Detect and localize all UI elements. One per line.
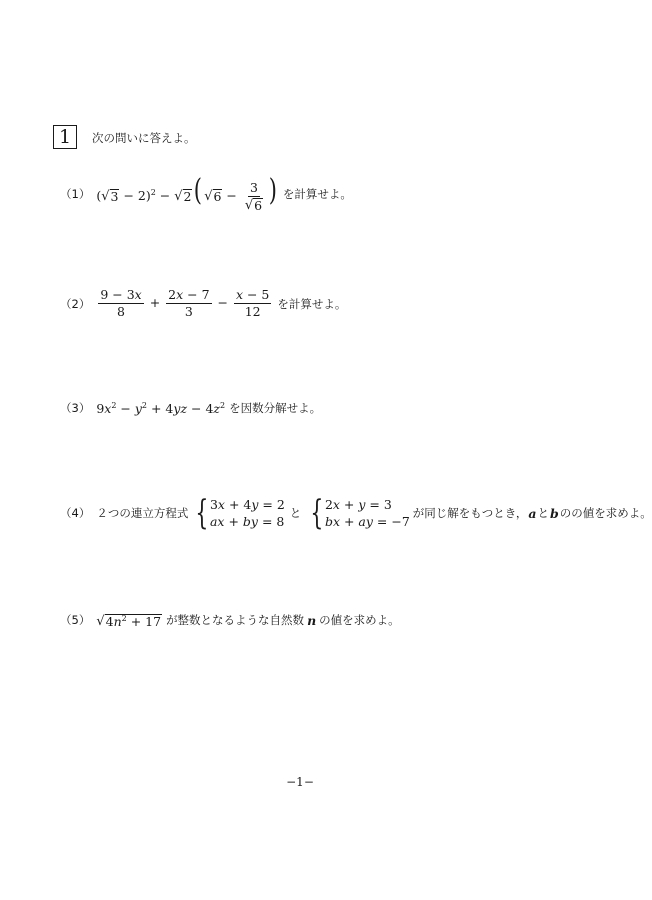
question-5: （5） √ $4n^2 + 17$ が整数となるような自然数 n の値を求めよ。 — [60, 612, 400, 629]
question-5-tail: が整数となるような自然数 — [166, 613, 305, 627]
question-5-label: （5） — [60, 613, 91, 627]
question-1-label: （1） — [60, 187, 91, 201]
question-3-label: （3） — [60, 401, 91, 415]
question-4-connector: と — [289, 506, 302, 520]
equation-system-1: { 3x + 4y = 2 ax + by = 8 — [195, 493, 285, 533]
problem-number-box: 1 — [53, 125, 77, 149]
question-2-tail: を計算せよ。 — [277, 296, 347, 311]
question-4-label: （4） — [60, 506, 91, 520]
question-1-tail: を計算せよ。 — [282, 187, 352, 201]
problem-instruction: 次の問いに答えよ。 — [92, 131, 196, 145]
question-4-tail: が同じ解をもつとき， — [412, 506, 528, 520]
equation-system-2: { 2x + y = 3 bx + ay = −7 — [310, 493, 410, 533]
question-3-expression: $9x^2 - y^2 + 4yz - 4z^2$ — [96, 400, 226, 416]
question-1-expression: ( √ 3 − 2)$^2$ − √ 2 ( √ 6 − 3 √ 6 ) — [96, 173, 278, 213]
question-4-lead: ２つの連立方程式 — [96, 506, 189, 520]
question-4: （4） ２つの連立方程式 { 3x + 4y = 2 ax + by = 8 と { 2x + y = 3 bx + ay = −7 が同じ解をもつとき， a と b の の値を求めよ。 — [60, 493, 652, 533]
question-2-expression: $\frac{9 - 3x}{8}$ + $\frac{2x - 7}{3}$ − $\frac{x - 5}{12}$ — [100, 287, 270, 319]
question-5-tail2: の値を求めよ。 — [319, 613, 400, 627]
page-number: −1− — [286, 775, 314, 789]
question-2-label: （2） — [60, 296, 91, 311]
question-1 — [60, 173, 352, 213]
question-2 — [60, 288, 346, 319]
question-4-tail2: の値を求めよ。 — [571, 506, 652, 520]
question-3 — [60, 400, 321, 416]
question-3-tail: を因数分解せよ。 — [229, 401, 322, 415]
question-5-expression: √ $4n^2 + 17$ — [96, 613, 162, 629]
